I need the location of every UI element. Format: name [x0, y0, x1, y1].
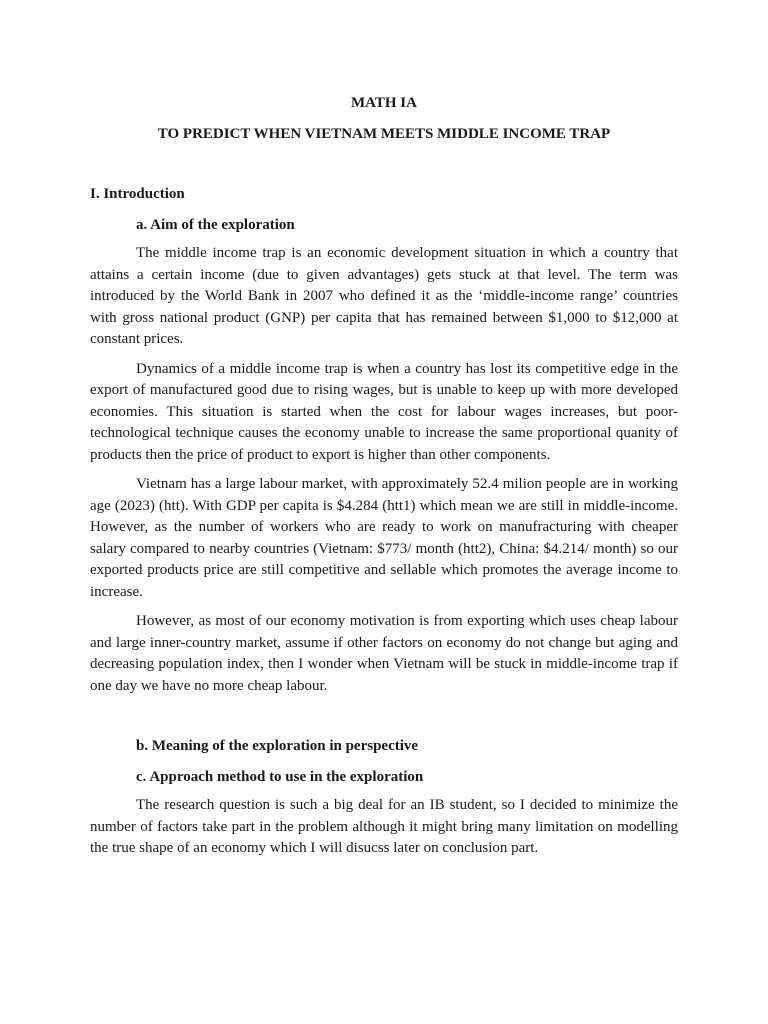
document-subtitle: TO PREDICT WHEN VIETNAM MEETS MIDDLE INCOME TRAP: [157, 126, 611, 142]
subsection-heading-meaning: b. Meaning of the exploration in perspective: [136, 738, 419, 754]
section-heading-introduction: I. Introduction: [90, 186, 185, 202]
subsection-heading-aim: a. Aim of the exploration: [136, 217, 295, 233]
paragraph: The middle income trap is an economic development situation in which a country that attains a certain income (due to given advantages) gets stuck at that level. The term was introduced by the World Bank in 2007 who defined it as the ‘middle-income range’ countries with gross national product (GNP) per capita that has remained between $1,000 to $12,000 at constant prices.: [90, 245, 678, 347]
paragraph: Vietnam has a large labour market, with approximately 52.4 milion people are in working age (2023) (htt). With GDP per capita is $4.284 (htt1) which mean we are still in middle-income. However, as the number of workers who are ready to work on manufracturing with cheaper salary compared to nearby countries (Vietnam: $773/ month (htt2), China: $4.214/ month) so our exported products price are still competitive and sellable which promotes the average income to increase.: [90, 476, 678, 600]
paragraph: Dynamics of a middle income trap is when a country has lost its competitive edge in the export of manufactured good due to rising wages, but is unable to keep up with more developed economies. This situation is started when the cost for labour wages increases, but poor-technological technique causes the economy unable to increase the same proportional quanity of products then the price of product to export is higher than other components.: [90, 360, 678, 463]
paragraph: However, as most of our economy motivation is from exporting which uses cheap labour and large inner-country market, assume if other factors on economy do not change but aging and decreasing population index, then I wonder when Vietnam will be stuck in middle-income trap if one day we have no more cheap labour.: [90, 613, 678, 694]
paragraph: The research question is such a big deal for an IB student, so I decided to minimize the number of factors take part in the problem although it might bring many limitation on modelling the true shape of an economy which I will disucss later on conclusion part.: [90, 797, 678, 856]
document-title: MATH IA: [351, 95, 417, 111]
subsection-heading-approach: c. Approach method to use in the exploration: [136, 769, 424, 785]
document-page: [90, 94, 678, 860]
